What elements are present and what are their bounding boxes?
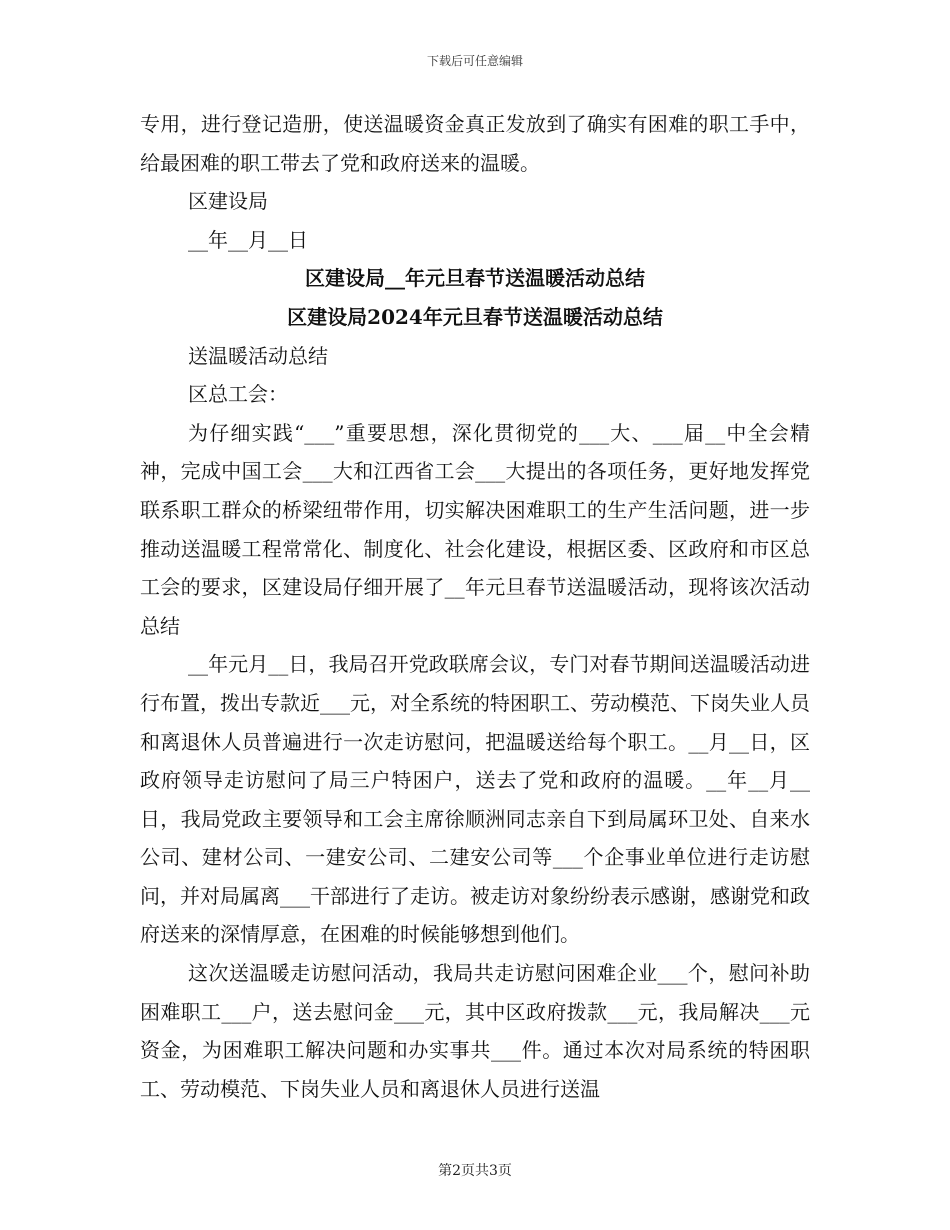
document-title-2: 区建设局2024年元旦春节送温暖活动总结 [287, 304, 663, 329]
signature-date: __年__月__日 [188, 227, 308, 252]
header-note: 下载后可任意编辑 [426, 54, 523, 68]
document-subtitle: 送温暖活动总结 [188, 343, 328, 368]
paragraph-2: __年元月__日，我局召开党政联席会议，专门对春节期间送温暖活动进行布置，拨出专款近___元，对全系统的特困职工、劳动模范、下岗失业人员和离退休人员普遍进行一次走访慰问，把温暖送给每个职工。__月__日，区政府领导走访慰问了局三户特困户，送去了党和政府的温暖。__年__月__日，我局党政主要领导和工会主席徐顺洲同志亲自下到局属环卫处、自来水公司、建材公司、一建安公司、二建安公司等___个企事业单位进行走访慰问，并对局属离___干部进行了走访。被走访对象纷纷表示感谢，感谢党和政府送来的深情厚意，在困难的时候能够想到他们。 [140, 652, 810, 947]
paragraph-continuation: 专用，进行登记造册，使送温暖资金真正发放到了确实有困难的职工手中，给最困难的职工带去了党和政府送来的温暖。 [140, 112, 810, 175]
paragraph-3: 这次送温暖走访慰问活动，我局共走访慰问困难企业___个，慰问补助困难职工___户，送去慰问金___元，其中区政府拨款___元，我局解决___元资金，为困难职工解决问题和办实事共___件。通过本次对局系统的特困职工、劳动模范、下岗失业人员和离退休人员进行送温 [140, 961, 810, 1101]
recipient-line: 区总工会： [188, 382, 288, 407]
document-title-1: 区建设局__年元旦春节送温暖活动总结 [305, 266, 645, 291]
signature-org: 区建设局 [188, 189, 268, 214]
document-body [140, 105, 810, 1108]
page-number-footer: 第2页共3页 [438, 1163, 512, 1179]
paragraph-1: 为仔细实践“___”重要思想，深化贯彻党的___大、___届__中全会精神，完成中国工会___大和江西省工会___大提出的各项任务，更好地发挥党联系职工群众的桥梁纽带作用，切实解决困难职工的生产生活问题，进一步推动送温暖工程常常化、制度化、社会化建设，根据区委、区政府和市区总工会的要求，区建设局仔细开展了__年元旦春节送温暖活动，现将该次活动总结 [140, 420, 810, 638]
